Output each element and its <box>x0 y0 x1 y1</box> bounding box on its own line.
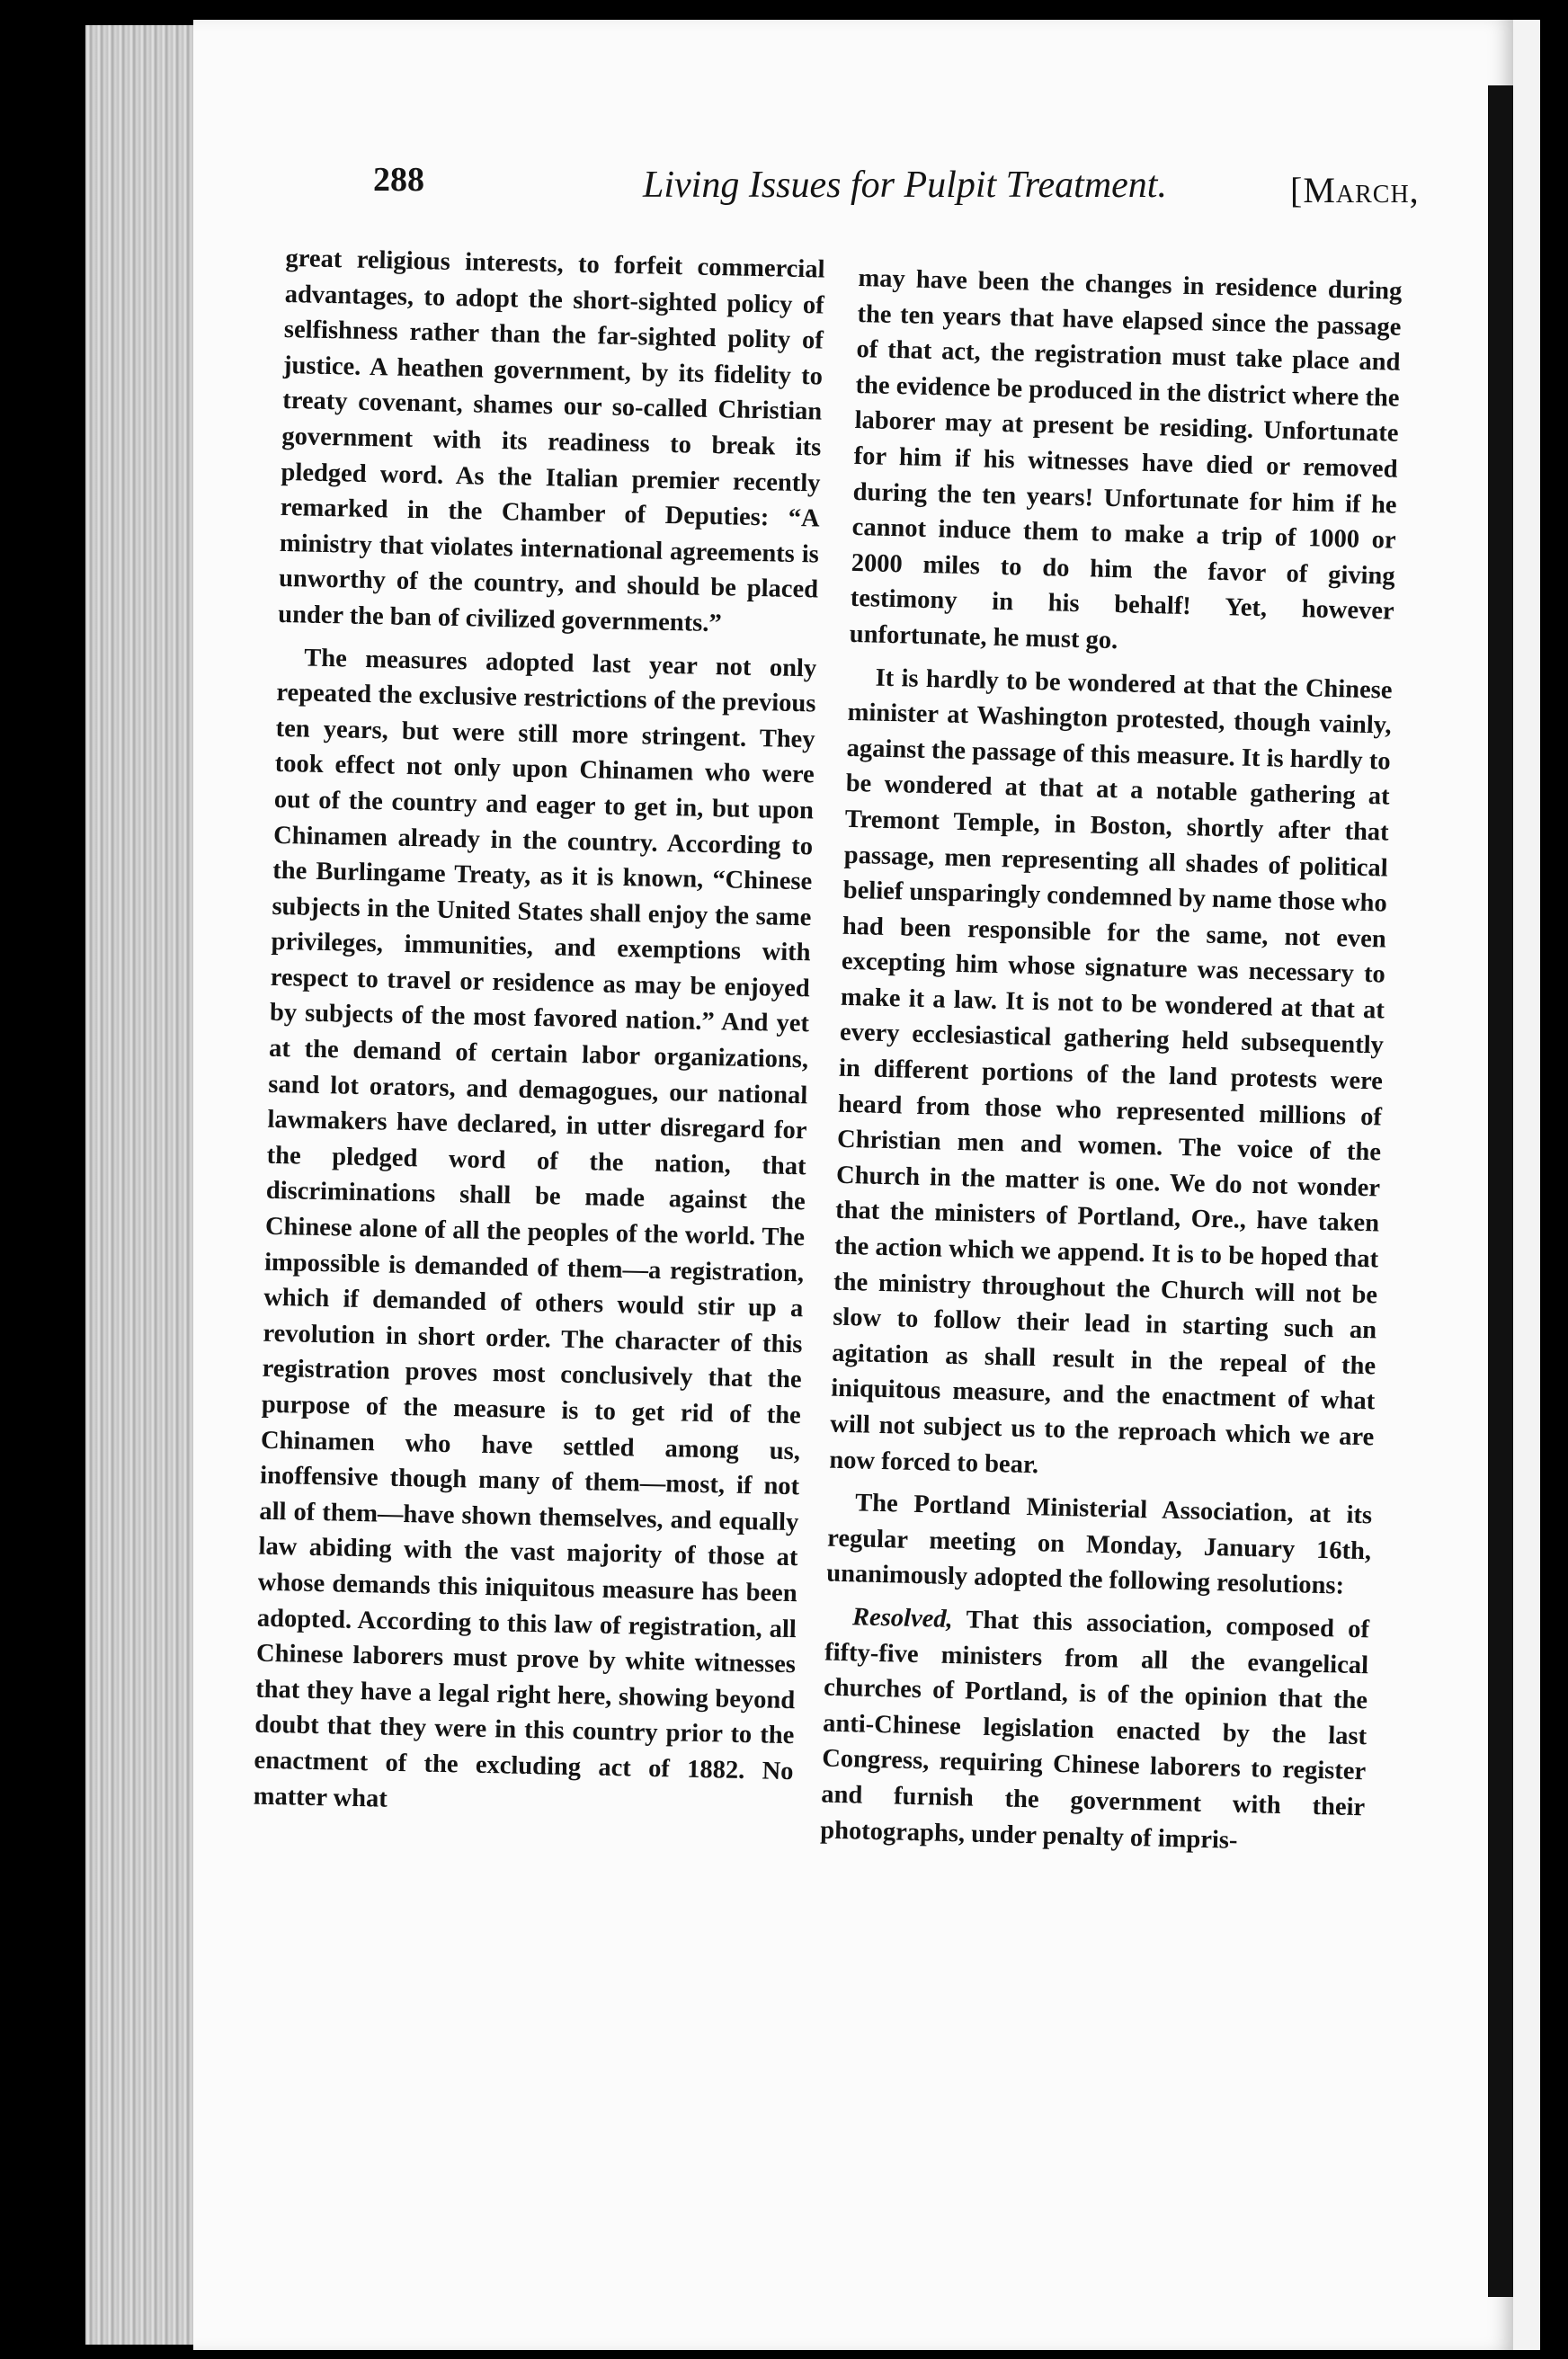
paragraph: It is hardly to be wondered at that the Chinese minister at Washington protested, though vainly, against the passage of this measure. It is hardly to be wondered at that at a notable gathering at Tremont Temple, in Boston, shortly after that passage, men representing all shades of political belief unsparingly condemned by name those who had been responsible for the same, not even excepting him whose signature was necessary to make it a law. It is not to be wondered at that at every ecclesiastical gathering held subsequently in different portions of the land protests were heard from those who represented millions of Christian men and women. The voice of the Church in the matter is one. We do not wonder that the ministers of Portland, Ore., have taken the action which we append. It is to be hoped that the ministry throughout the Church will not be slow to follow their lead in starting such an agitation as shall result in the repeal of the iniquitous measure, and the enactment of what will not subject us to the reproach which we are now forced to bear. <box>829 663 1393 1479</box>
facing-page-edge <box>1513 20 1540 2350</box>
resolution-text: That this association, composed of fifty-five ministers from all the evangelical churches of Portland, is of the opinion that the anti-Chinese legislation enacted by the last Congress, requiring Chinese laborers to register and furnish the government with their photographs, under penalty of impris- <box>819 1605 1370 1855</box>
resolved-label: Resolved, <box>851 1603 954 1633</box>
right-text-column <box>820 261 1403 1868</box>
running-head-month: [March, <box>1290 170 1420 210</box>
paragraph: The Portland Ministerial Association, at its regular meeting on Monday, January 16th, unanimously adopted the following resolutions: <box>825 1489 1373 1601</box>
paragraph: great religious interests, to forfeit commercial advantages, to adopt the short-sighted policy of selfishness rather than the far-sighted polity of justice. A heathen government, by its fidelity to treaty covenant, shames our so-called Christian government with its readiness to break its pledged word. As the Italian premier recently remarked in the Chamber of Deputies: “A ministry that violates international agreements is unworthy of the country, and should be placed under the ban of civilized governments.” <box>277 244 825 638</box>
paragraph: may have been the changes in residence during the ten years that have elapsed since the passage of that act, the registration must take place and the evidence be produced in the district where the laborer may at present be residing. Unfortunate for him if his witnesses have died or removed during the ten years! Unfortunate for him if he cannot induce them to make a trip of 1000 or 2000 miles to do him the favor of giving testimony in his behalf! Yet, however unfortunate, he must go. <box>849 263 1403 655</box>
running-head <box>373 160 1443 214</box>
book-gutter-shadow <box>1488 85 1513 2297</box>
paragraph: The measures adopted last year not only repeated the exclusive restrictions of the previous ten years, but were still more stringent. They took effect not only upon Chinamen who were out of the country and eager to get in, but upon Chinamen already in the country. According to the Burlingame Treaty, as it is known, “Chinese subjects in the United States shall enjoy the same privileges, immunities, and exemptions with respect to travel or residence as may be enjoyed by subjects of the most favored nation.” And yet at the demand of certain labor organizations, sand lot orators, and demagogues, our national lawmakers have declared, in utter disregard for the pledged word of the nation, that discriminations shall be made against the Chinese alone of all the peoples of the world. The impossible is demanded of them—a registration, which if demanded of others would stir up a revolution in short order. The character of this registration proves most conclusively that the purpose of the measure is to get rid of the Chinamen who have settled among us, inoffensive though many of them—most, if not all of them—have shown themselves, and equally law abiding with the vast majority of those at whose demands this iniquitous measure has been adopted. According to this law of registration, all Chinese laborers must prove by white witnesses that they have a legal right here, showing beyond doubt that they were in this country prior to the enactment of the excluding act of 1882. No matter what <box>253 644 817 1813</box>
left-text-column <box>253 241 825 1832</box>
resolution-paragraph <box>820 1599 1370 1862</box>
running-head-title: Living Issues for Pulpit Treatment. <box>643 165 1167 206</box>
page-number: 288 <box>373 161 424 199</box>
